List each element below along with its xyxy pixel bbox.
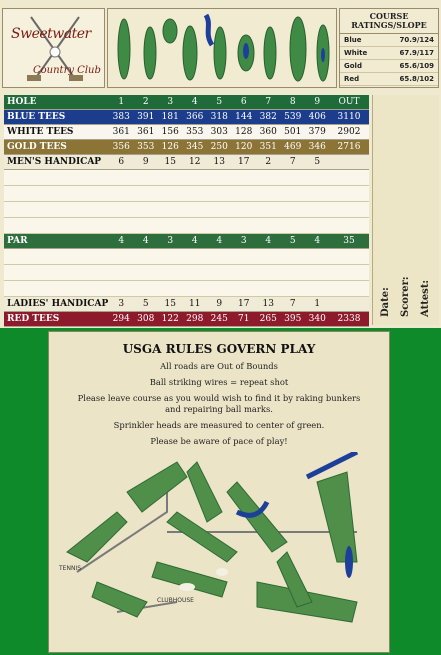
hole-cell: 265	[259, 314, 277, 324]
row-white	[4, 125, 369, 140]
row-label: LADIES' HANDICAP	[7, 299, 109, 309]
hole-cell: 345	[186, 142, 204, 152]
hole-cell: 9	[314, 97, 321, 107]
hole-cell: 4	[265, 236, 272, 246]
signature-panel	[372, 95, 439, 325]
rating-row-blue: Blue 70.9/124	[340, 34, 438, 47]
hole-cell: 4	[142, 236, 149, 246]
rule-line: All roads are Out of Bounds	[160, 361, 278, 371]
hole-cell: 128	[235, 127, 253, 137]
hole-cell: 1	[118, 97, 125, 107]
hole-cell: 406	[308, 112, 326, 122]
hole-cell: 9	[142, 157, 149, 167]
row-label: HOLE	[7, 97, 37, 107]
hole-cell: 13	[262, 299, 274, 309]
rating-row-red: Red 65.8/102	[340, 73, 438, 86]
hole-cell: 340	[308, 314, 326, 324]
hole-cell: 383	[112, 112, 130, 122]
hole-cell: 122	[161, 314, 179, 324]
hole-cell: 13	[213, 157, 225, 167]
clubhouse-label: CLUBHOUSE	[157, 597, 194, 604]
out-cell: OUT	[338, 97, 360, 107]
hole-cell: 395	[284, 314, 302, 324]
row-label: WHITE TEES	[7, 127, 74, 137]
score-entry-row[interactable]	[4, 170, 369, 186]
row-label: PAR	[7, 236, 28, 246]
date-label: Date:	[380, 287, 391, 317]
hole-cell: 17	[238, 157, 250, 167]
score-entry-row[interactable]	[4, 186, 369, 202]
rule-line: Please be aware of pace of play!	[150, 436, 288, 446]
row-par	[4, 234, 369, 249]
hole-cell: 181	[161, 112, 179, 122]
hole-cell: 3	[240, 236, 247, 246]
row-mens	[4, 155, 369, 170]
row-gold	[4, 140, 369, 155]
hole-cell: 120	[235, 142, 253, 152]
rule-line: Sprinkler heads are measured to center of green.	[113, 420, 325, 430]
hole-cell: 11	[189, 299, 201, 309]
out-cell: 2338	[337, 314, 361, 324]
rule-line: Ball striking wires = repeat shot	[149, 377, 289, 387]
hole-cell: 2	[142, 97, 149, 107]
row-blue	[4, 110, 369, 125]
row-label: RED TEES	[7, 314, 60, 324]
out-cell: 35	[343, 236, 355, 246]
rules-and-map-panel	[48, 331, 390, 653]
row-label: GOLD TEES	[7, 142, 67, 152]
hole-cell: 71	[238, 314, 250, 324]
hole-cell: 501	[284, 127, 302, 137]
hole-cell: 539	[284, 112, 302, 122]
hole-cell: 5	[314, 157, 321, 167]
hole-cell: 17	[238, 299, 250, 309]
hole-cell: 7	[289, 299, 296, 309]
score-entry-row[interactable]	[4, 218, 369, 234]
hole-cell: 15	[164, 157, 176, 167]
hole-cell: 391	[137, 112, 155, 122]
out-cell: 2902	[337, 127, 361, 137]
hole-cell: 3	[167, 97, 174, 107]
score-entry-row[interactable]	[4, 202, 369, 218]
hole-cell: 250	[210, 142, 228, 152]
hole-cell: 245	[210, 314, 228, 324]
rules-title: USGA RULES GOVERN PLAY	[122, 342, 316, 356]
hole-cell: 4	[191, 236, 198, 246]
hole-cell: 361	[112, 127, 130, 137]
hole-cell: 156	[161, 127, 179, 137]
score-entry-row[interactable]	[4, 249, 369, 265]
hole-cell: 5	[289, 236, 296, 246]
tennis-label: TENNIS	[59, 565, 82, 572]
out-cell: 2716	[337, 142, 361, 152]
hole-cell: 4	[216, 236, 223, 246]
hole-cell: 5	[142, 299, 149, 309]
logo-name-top: Sweetwater	[11, 26, 91, 42]
hole-cell: 318	[210, 112, 228, 122]
ratings-title: COURSE RATINGS/SLOPE	[340, 9, 438, 34]
hole-cell: 353	[186, 127, 204, 137]
hole-cell: 12	[189, 157, 201, 167]
hole-cell: 1	[314, 299, 321, 309]
row-label: MEN'S HANDICAP	[7, 157, 102, 167]
hole-cell: 360	[259, 127, 277, 137]
scorer-label: Scorer:	[400, 276, 411, 317]
row-ladies	[4, 297, 369, 312]
hole-cell: 144	[235, 112, 253, 122]
hole-cell: 8	[289, 97, 296, 107]
hole-cell: 356	[112, 142, 130, 152]
hole-cell: 379	[308, 127, 326, 137]
course-ratings-box	[339, 8, 439, 88]
score-entry-row[interactable]	[4, 281, 369, 297]
rating-row-white: White 67.9/117	[340, 47, 438, 60]
hole-cell: 3	[167, 236, 174, 246]
hole-diagrams-icon	[108, 9, 338, 89]
row-red	[4, 312, 369, 327]
hole-layouts-strip	[107, 8, 337, 88]
hole-cell: 7	[289, 157, 296, 167]
hole-cell: 294	[112, 314, 130, 324]
hole-cell: 5	[216, 97, 223, 107]
hole-cell: 353	[137, 142, 155, 152]
hole-cell: 469	[284, 142, 302, 152]
hole-cell: 15	[164, 299, 176, 309]
rating-row-gold: Gold 65.6/109	[340, 60, 438, 73]
logo-name-bottom: Country Club	[33, 65, 101, 76]
hole-cell: 6	[240, 97, 247, 107]
hole-cell: 2	[265, 157, 272, 167]
score-entry-row[interactable]	[4, 265, 369, 281]
hole-cell: 303	[210, 127, 228, 137]
rule-line: Please leave course as you would wish to find it by raking bunkers and repairing ball marks.	[77, 393, 361, 414]
hole-cell: 346	[308, 142, 326, 152]
hole-cell: 298	[186, 314, 204, 324]
crossed-clubs-icon	[3, 9, 106, 89]
hole-cell: 366	[186, 112, 204, 122]
hole-cell: 7	[265, 97, 272, 107]
row-hole	[4, 95, 369, 110]
hole-cell: 3	[118, 299, 125, 309]
club-logo	[2, 8, 105, 88]
course-map	[57, 452, 377, 637]
hole-cell: 361	[137, 127, 155, 137]
hole-cell: 382	[259, 112, 277, 122]
hole-cell: 6	[118, 157, 125, 167]
hole-cell: 4	[191, 97, 198, 107]
hole-cell: 351	[259, 142, 277, 152]
score-grid	[4, 95, 369, 327]
hole-cell: 308	[137, 314, 155, 324]
out-cell: 3110	[337, 112, 361, 122]
row-label: BLUE TEES	[7, 112, 66, 122]
hole-cell: 9	[216, 299, 223, 309]
hole-cell: 4	[314, 236, 321, 246]
hole-cell: 4	[118, 236, 125, 246]
attest-label: Attest:	[420, 279, 431, 317]
hole-cell: 126	[161, 142, 179, 152]
